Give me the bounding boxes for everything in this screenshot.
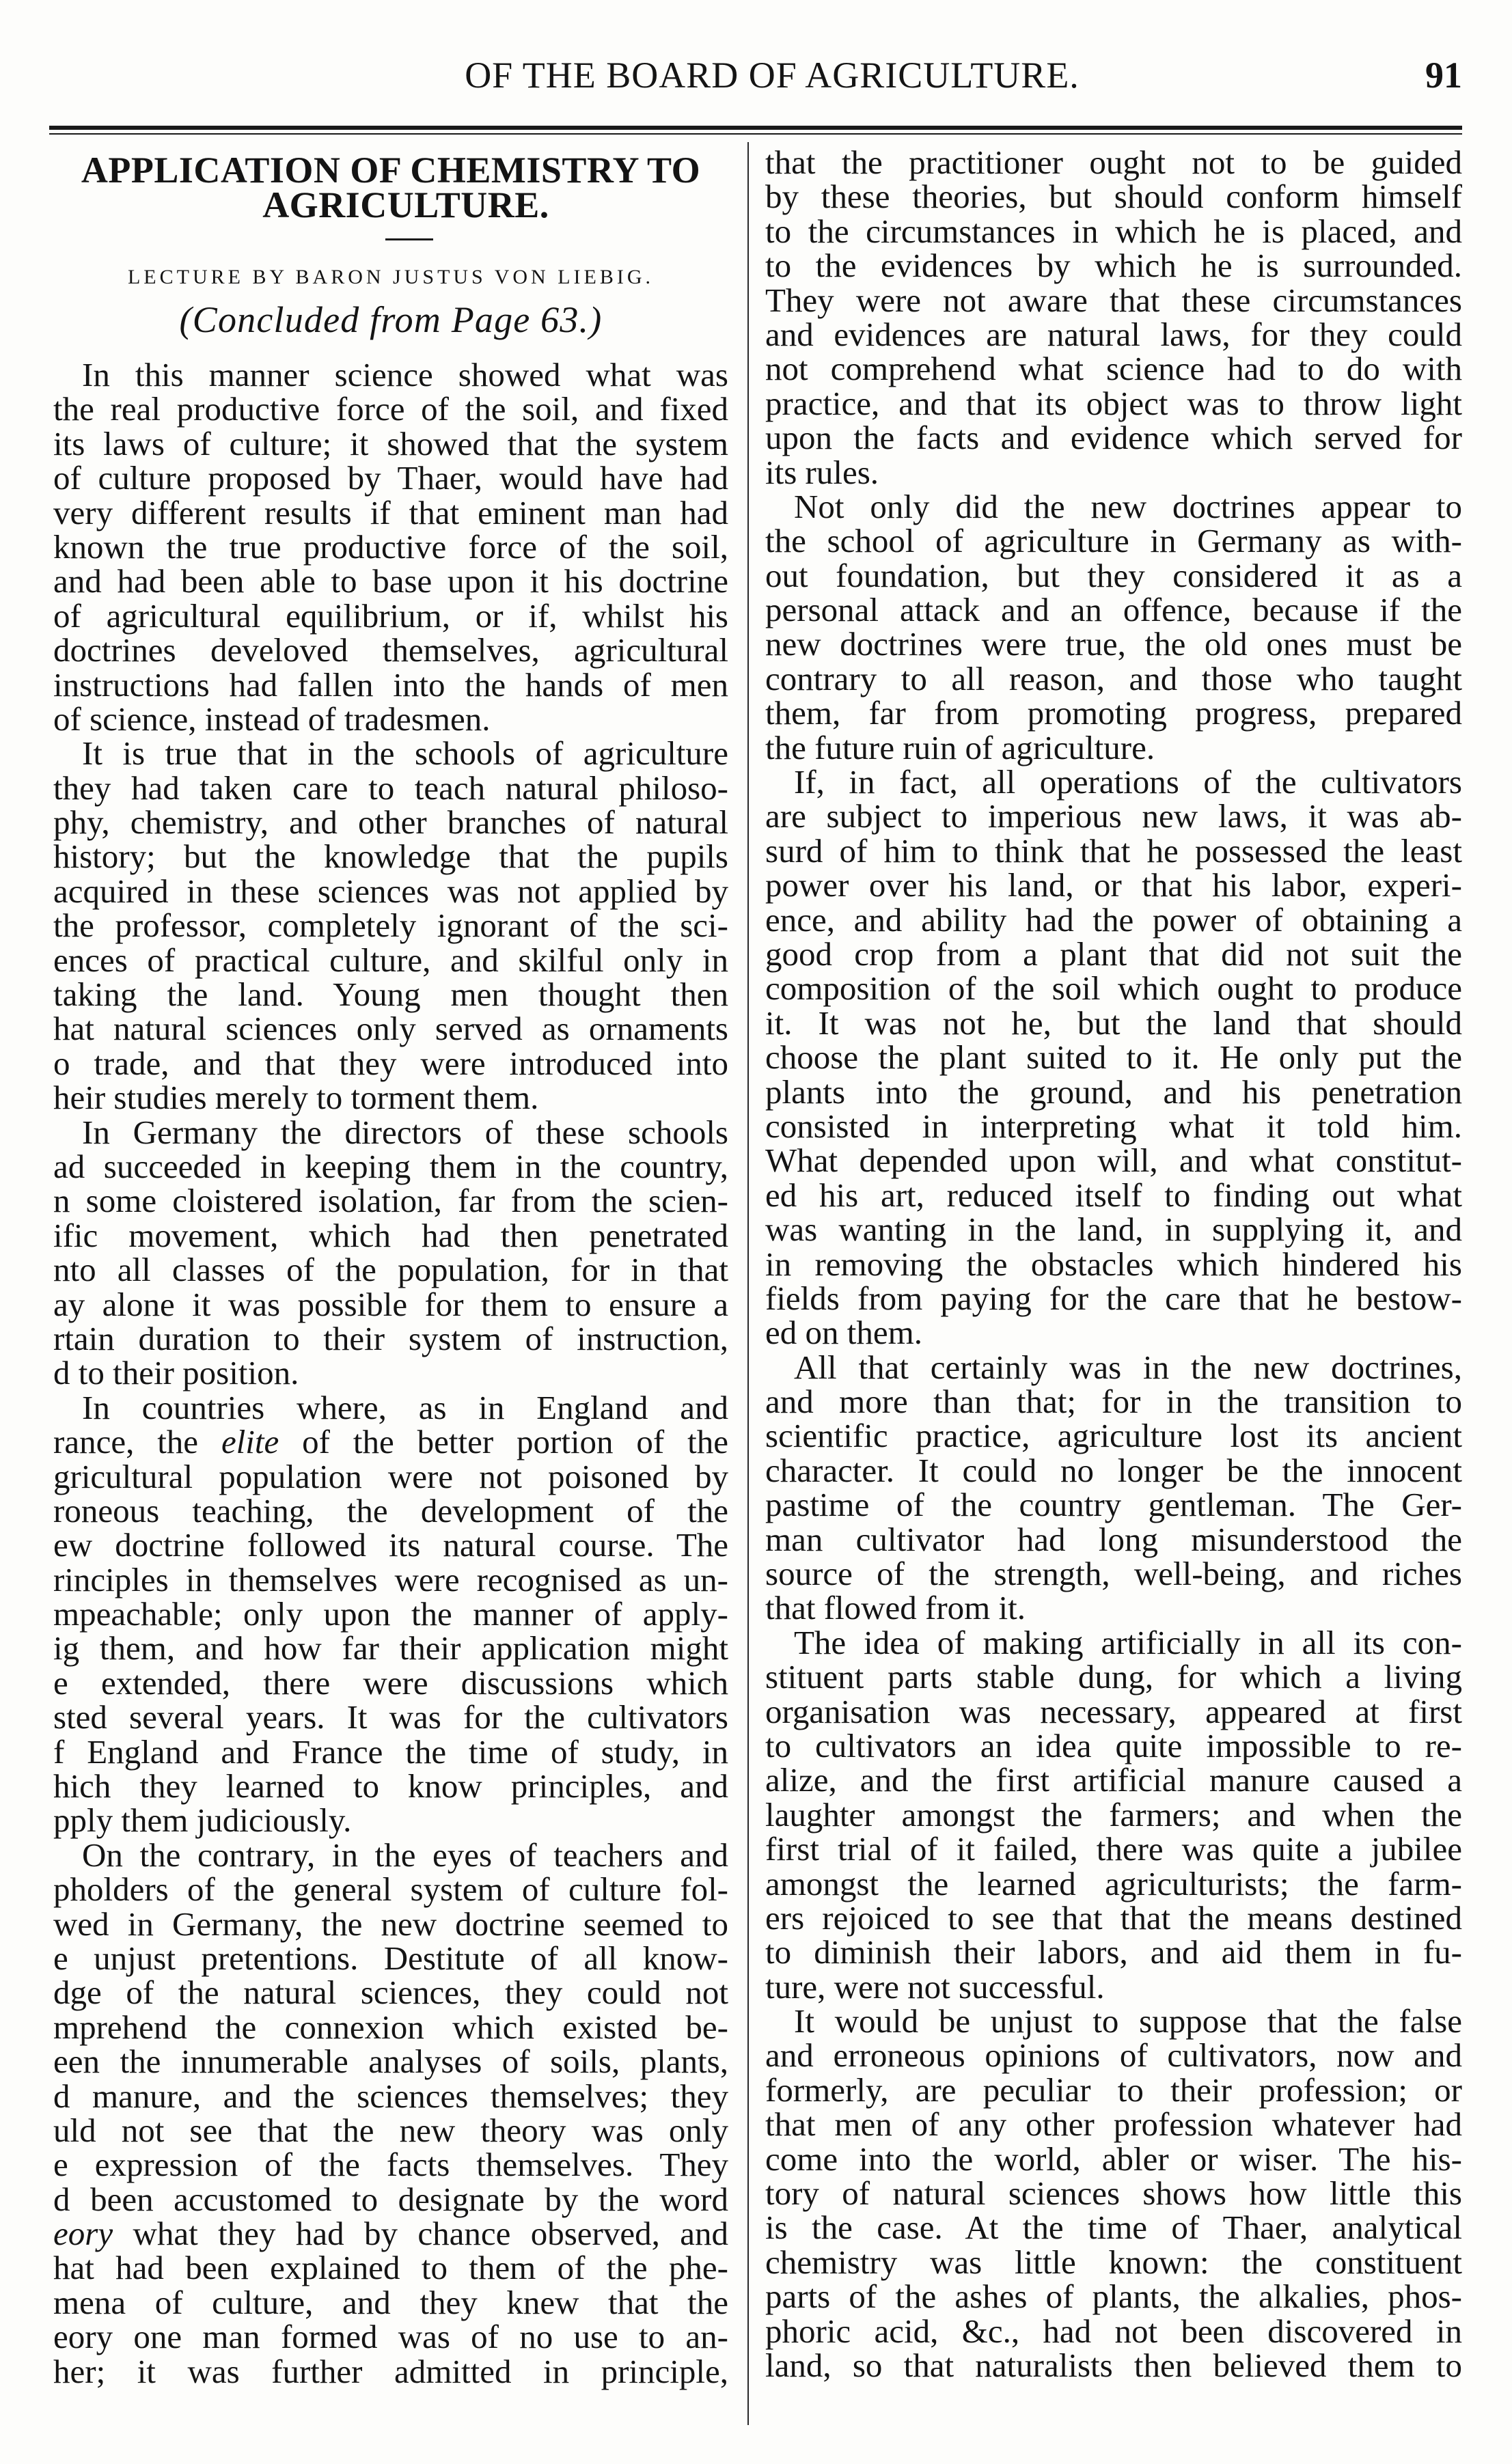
article-title-line: AGRICULTURE.: [262, 184, 549, 225]
text-line: e extended, there were discussions which: [53, 1663, 728, 1702]
paragraph: [765, 1623, 1462, 2006]
text-line: to the evidences by which he is surrounded.: [765, 247, 1462, 285]
text-line: d manure, and the sciences themselves; they: [53, 2077, 728, 2115]
text-line: scientific practice, agriculture lost its ancient: [765, 1417, 1462, 1455]
text-line: d been accustomed to designate by the word: [53, 2180, 728, 2218]
text-line: o trade, and that they were introduced into: [53, 1044, 728, 1082]
text-line: ers rejoiced to see that that the means destined: [765, 1898, 1462, 1937]
text-line: chemistry was little known: the constituent: [765, 2243, 1462, 2281]
text-line: ed his art, reduced itself to finding out what: [765, 1176, 1462, 1214]
right-column: [765, 0, 1462, 2432]
text-line: phoric acid, &c., had not been discovered in: [765, 2312, 1462, 2350]
article-byline: LECTURE BY BARON JUSTUS VON LIEBIG.: [127, 266, 655, 288]
text-line: amongst the learned agriculturists; the farm-: [765, 1864, 1462, 1902]
text-line: In countries where, as in England and: [82, 1388, 728, 1426]
text-line: een the innumerable analyses of soils, plants,: [53, 2043, 728, 2081]
text-line: In this manner science showed what was: [82, 356, 728, 393]
text-line: nto all classes of the population, for in that: [53, 1251, 728, 1289]
paragraph: [765, 1348, 1462, 1627]
text-line: e unjust pretentions. Destitute of all know-: [53, 1939, 728, 1977]
text-line: uld not see that the new theory was only: [53, 2111, 728, 2149]
text-line: known the true productive force of the soil,: [53, 527, 728, 566]
text-line: come into the world, abler or wiser. The his-: [765, 2140, 1462, 2178]
text-line: parts of the ashes of plants, the alkalies, phos-: [765, 2278, 1462, 2316]
text-line: very different results if that eminent man had: [53, 493, 728, 531]
text-segment: rance, the: [53, 1423, 221, 1461]
text-segment: of the better portion of the: [279, 1423, 728, 1461]
text-line: mpeachable; only upon the manner of apply-: [53, 1595, 728, 1633]
text-line: f England and France the time of study, in: [53, 1732, 728, 1771]
emphasis-text: eory: [53, 2215, 113, 2253]
text-line: composition of the soil which ought to produce: [765, 969, 1462, 1008]
text-line: mprehend the connexion which existed be-: [53, 2008, 728, 2046]
text-line: [53, 2217, 728, 2251]
text-line: ific movement, which had then penetrated: [53, 1216, 728, 1254]
text-line: power over his land, or that his labor, experi-: [765, 866, 1462, 904]
text-line: history; but the knowledge that the pupils: [53, 838, 728, 876]
text-line: and more than that; for in the transition to: [765, 1383, 1462, 1421]
text-line: organisation was necessary, appeared at first: [765, 1692, 1462, 1730]
text-line: character. It could no longer be the innocent: [765, 1451, 1462, 1489]
text-line: taking the land. Young men thought then: [53, 975, 728, 1014]
text-line: ig them, and how far their application might: [53, 1629, 728, 1667]
title-separator-dash: [385, 238, 433, 240]
text-line: If, in fact, all operations of the cultivators: [794, 763, 1462, 801]
text-line: acquired in these sciences was not applied by: [53, 872, 728, 910]
column-body: [765, 143, 1462, 2384]
text-line: instructions had fallen into the hands of men: [53, 665, 728, 704]
text-line: pholders of the general system of culture fol-: [53, 1870, 728, 1909]
text-line: her; it was further admitted in principle,: [53, 2352, 728, 2390]
text-line: Not only did the new doctrines appear to: [794, 487, 1462, 525]
text-line: hat natural sciences only served as ornaments: [53, 1010, 728, 1048]
text-line: to the circumstances in which he is placed, and: [765, 212, 1462, 250]
text-line: roneous teaching, the development of the: [53, 1491, 728, 1529]
text-line: On the contrary, in the eyes of teachers and: [82, 1836, 728, 1874]
text-line: hich they learned to know principles, and: [53, 1767, 728, 1805]
text-segment: what they had by chance observed, and: [113, 2215, 728, 2253]
paragraph: [765, 487, 1462, 766]
text-line: alize, and the first artificial manure caused a: [765, 1761, 1462, 1799]
text-line: ences of practical culture, and skilful only in: [53, 941, 728, 979]
text-line: They were not aware that these circumstances: [765, 281, 1462, 319]
text-line: to cultivators an idea quite impossible to re-: [765, 1726, 1462, 1764]
text-line: ew doctrine followed its natural course. The: [53, 1526, 728, 1564]
text-line: new doctrines were true, the old ones must be: [765, 625, 1462, 663]
text-line: in removing the obstacles which hindered his: [765, 1245, 1462, 1283]
paragraph: [53, 1388, 728, 1840]
text-line: man cultivator had long misunderstood the: [765, 1520, 1462, 1558]
text-line: rtain duration to their system of instruction,: [53, 1319, 728, 1357]
text-line: pply them judiciously.: [53, 1801, 352, 1840]
text-line: and erroneous opinions of cultivators, now and: [765, 2036, 1462, 2075]
text-line: ence, and ability had the power of obtaining a: [765, 900, 1462, 939]
text-line: ture, were not successful.: [765, 1967, 1105, 2006]
text-line: that flowed from it.: [765, 1589, 1026, 1627]
text-line: d to their position.: [53, 1354, 299, 1392]
text-line: and evidences are natural laws, for they could: [765, 315, 1462, 353]
text-line: upon the facts and evidence which served for: [765, 419, 1462, 457]
text-line: personal attack and an offence, because if the: [765, 591, 1462, 629]
text-line: [53, 1425, 728, 1459]
text-line: pastime of the country gentleman. The Ger-: [765, 1486, 1462, 1524]
text-line: the real productive force of the soil, and fixed: [53, 390, 728, 428]
text-line: n some cloistered isolation, far from the scien-: [53, 1182, 728, 1220]
text-line: the school of agriculture in Germany as with-: [765, 522, 1462, 560]
text-line: heir studies merely to torment them.: [53, 1079, 539, 1117]
text-line: consisted in interpreting what it told him.: [765, 1107, 1462, 1145]
text-line: stituent parts stable dung, for which a living: [765, 1658, 1462, 1696]
text-line: plants into the ground, and his penetration: [765, 1072, 1462, 1111]
text-line: first trial of it failed, there was quite a jubilee: [765, 1830, 1462, 1868]
text-line: to diminish their labors, and aid them in fu-: [765, 1933, 1462, 1971]
paragraph: [765, 2004, 1462, 2383]
paragraph: [53, 1113, 728, 1392]
text-line: the future ruin of agriculture.: [765, 728, 1155, 766]
text-line: What depended upon will, and what constitut-: [765, 1141, 1462, 1180]
text-line: of culture proposed by Thaer, would have had: [53, 459, 728, 497]
text-line: was wanting in the land, in supplying it, and: [765, 1210, 1462, 1249]
text-line: ed on them.: [765, 1314, 922, 1352]
continuation-note: (Concluded from Page 63.): [179, 299, 603, 340]
article-title-line: APPLICATION OF CHEMISTRY TO: [81, 150, 701, 191]
left-column: [53, 0, 728, 2432]
text-line: It is true that in the schools of agriculture: [82, 734, 728, 773]
text-line: ad succeeded in keeping them in the country,: [53, 1147, 728, 1185]
column-body: [53, 358, 728, 2389]
text-line: is the case. At the time of Thaer, analytical: [765, 2209, 1462, 2247]
paragraph: [765, 143, 1462, 491]
text-line: source of the strength, well-being, and riches: [765, 1555, 1462, 1593]
text-line: practice, and that its object was to throw light: [765, 384, 1462, 422]
text-line: they had taken care to teach natural philoso-: [53, 769, 728, 807]
text-line: its rules.: [765, 453, 879, 491]
text-line: sted several years. It was for the cultivators: [53, 1698, 728, 1736]
text-line: that the practitioner ought not to be guided: [765, 143, 1462, 181]
text-line: and had been able to base upon it his doctrine: [53, 562, 728, 600]
text-line: It would be unjust to suppose that the false: [794, 2002, 1462, 2040]
text-line: mena of culture, and they knew that the: [53, 2283, 728, 2321]
emphasis-text: elite: [221, 1423, 279, 1461]
text-line: the professor, completely ignorant of the sci-: [53, 906, 728, 945]
text-line: contrary to all reason, and those who taught: [765, 659, 1462, 697]
text-line: ay alone it was possible for them to ensure a: [53, 1285, 728, 1323]
text-line: of agricultural equilibrium, or if, whilst his: [53, 596, 728, 635]
text-line: eory one man formed was of no use to an-: [53, 2318, 728, 2356]
text-line: formerly, are peculiar to their profession; or: [765, 2071, 1462, 2109]
paragraph: [53, 358, 728, 736]
text-line: gricultural population were not poisoned by: [53, 1457, 728, 1495]
text-line: In Germany the directors of these schools: [82, 1113, 728, 1151]
text-line: good crop from a plant that did not suit the: [765, 935, 1462, 973]
text-line: e expression of the facts themselves. They: [53, 2146, 728, 2184]
text-line: are subject to imperious new laws, it was ab-: [765, 797, 1462, 835]
text-line: it. It was not he, but the land that should: [765, 1003, 1462, 1042]
text-line: tory of natural sciences shows how little this: [765, 2174, 1462, 2213]
text-line: choose the plant suited to it. He only put the: [765, 1038, 1462, 1077]
text-line: dge of the natural sciences, they could not: [53, 1974, 728, 2012]
column-divider: [747, 142, 749, 2425]
text-line: fields from paying for the care that he bestow-: [765, 1279, 1462, 1317]
text-line: surd of him to think that he possessed the least: [765, 831, 1462, 870]
text-line: rinciples in themselves were recognised as un-: [53, 1560, 728, 1598]
text-line: not comprehend what science had to do with: [765, 350, 1462, 388]
paragraph: [53, 736, 728, 1115]
page-number: 91: [1425, 55, 1462, 96]
text-line: land, so that naturalists then believed them to: [765, 2347, 1462, 2384]
text-line: laughter amongst the farmers; and when the: [765, 1795, 1462, 1833]
text-line: All that certainly was in the new doctrines,: [794, 1348, 1462, 1386]
text-line: of science, instead of tradesmen.: [53, 700, 491, 738]
running-title: OF THE BOARD OF AGRICULTURE.: [465, 55, 1080, 96]
text-line: them, far from promoting progress, prepared: [765, 694, 1462, 732]
text-line: that men of any other profession whatever had: [765, 2105, 1462, 2144]
paragraph: [765, 765, 1462, 1351]
text-line: hat had been explained to them of the phe-: [53, 2249, 728, 2287]
text-line: its laws of culture; it showed that the system: [53, 424, 728, 462]
text-line: by these theories, but should conform himself: [765, 178, 1462, 216]
text-line: The idea of making artificially in all its con-: [794, 1623, 1462, 1661]
paragraph: [53, 1838, 728, 2389]
text-line: phy, chemistry, and other branches of natural: [53, 803, 728, 842]
text-line: doctrines develoved themselves, agricultural: [53, 631, 728, 669]
text-line: out foundation, but they considered it as a: [765, 556, 1462, 594]
text-line: wed in Germany, the new doctrine seemed to: [53, 1905, 728, 1943]
